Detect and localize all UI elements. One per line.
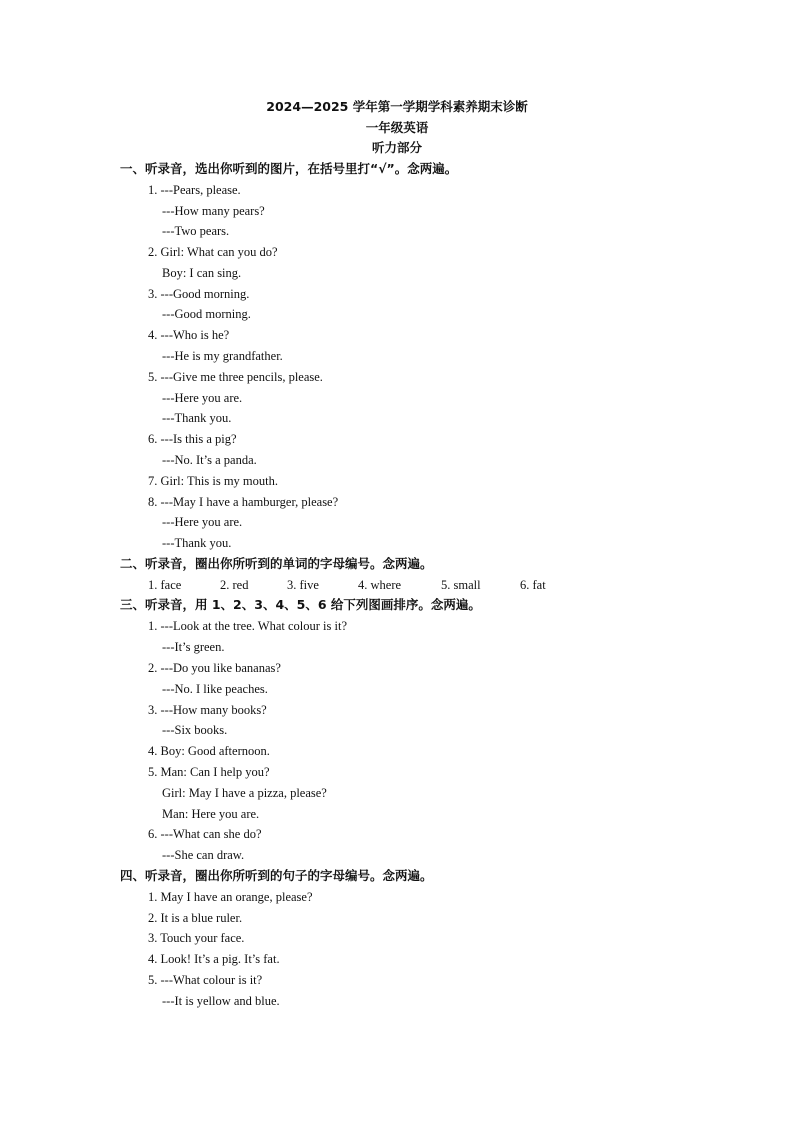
section-1-line: ---How many pears? [162, 204, 265, 218]
section-3-heading: 三、听录音，用 1、2、3、4、5、6 给下列图画排序。念两遍。 [120, 597, 481, 612]
section-2-word: 1. face [148, 578, 182, 592]
section-4-line: 4. Look! It’s a pig. It’s fat. [148, 952, 280, 966]
section-1-line: 3. ---Good morning. [148, 287, 250, 301]
section-3-line: 3. ---How many books? [148, 703, 267, 717]
section-1-line: ---Good morning. [162, 307, 251, 321]
section-1-line: 1. ---Pears, please. [148, 183, 241, 197]
section-1-line: 5. ---Give me three pencils, please. [148, 370, 323, 384]
section-1-line: ---Thank you. [162, 411, 232, 425]
section-1-heading: 一、听录音，选出你听到的图片，在括号里打“√”。念两遍。 [120, 161, 458, 176]
section-3-line: 2. ---Do you like bananas? [148, 661, 281, 675]
section-2-word: 3. five [287, 578, 319, 592]
section-3-line: ---It’s green. [162, 640, 225, 654]
section-3-line: 6. ---What can she do? [148, 827, 262, 841]
section-1-line: 4. ---Who is he? [148, 328, 230, 342]
section-1-line: 2. Girl: What can you do? [148, 245, 278, 259]
exam-subtitle: 一年级英语 [365, 120, 429, 135]
section-4-line: 1. May I have an orange, please? [148, 890, 313, 904]
section-4-line: 5. ---What colour is it? [148, 973, 263, 987]
section-1-line: 7. Girl: This is my mouth. [148, 474, 278, 488]
section-1-line: ---Two pears. [162, 224, 230, 238]
section-1-line: ---No. It’s a panda. [162, 453, 257, 467]
section-2-heading: 二、听录音，圈出你所听到的单词的字母编号。念两遍。 [120, 556, 433, 571]
section-3-line: 1. ---Look at the tree. What colour is it? [148, 619, 348, 633]
section-1-line: 6. ---Is this a pig? [148, 432, 237, 446]
section-1-line: ---Here you are. [162, 391, 243, 405]
section-1-line: 8. ---May I have a hamburger, please? [148, 495, 339, 509]
section-4-line: ---It is yellow and blue. [162, 994, 280, 1008]
section-2-word: 4. where [358, 578, 402, 592]
section-3-line: ---She can draw. [162, 848, 245, 862]
section-2-word: 2. red [220, 578, 249, 592]
section-2-word: 6. fat [520, 578, 546, 592]
section-1-line: ---Thank you. [162, 536, 232, 550]
section-2-word: 5. small [441, 578, 481, 592]
section-3-line: ---No. I like peaches. [162, 682, 268, 696]
section-3-line: 5. Man: Can I help you? [148, 765, 270, 779]
section-3-line: 4. Boy: Good afternoon. [148, 744, 270, 758]
exam-title: 2024—2025 学年第一学期学科素养期末诊断 [266, 99, 528, 114]
section-4-heading: 四、听录音，圈出你所听到的句子的字母编号。念两遍。 [120, 868, 433, 883]
section-1-line: ---Here you are. [162, 515, 243, 529]
section-1-line: Boy: I can sing. [162, 266, 242, 280]
section-3-line: ---Six books. [162, 723, 228, 737]
section-4-line: 2. It is a blue ruler. [148, 911, 243, 925]
section-1-line: ---He is my grandfather. [162, 349, 283, 363]
section-3-line: Man: Here you are. [162, 807, 260, 821]
exam-part-label: 听力部分 [371, 140, 422, 155]
section-4-line: 3. Touch your face. [148, 931, 245, 945]
section-3-line: Girl: May I have a pizza, please? [162, 786, 327, 800]
